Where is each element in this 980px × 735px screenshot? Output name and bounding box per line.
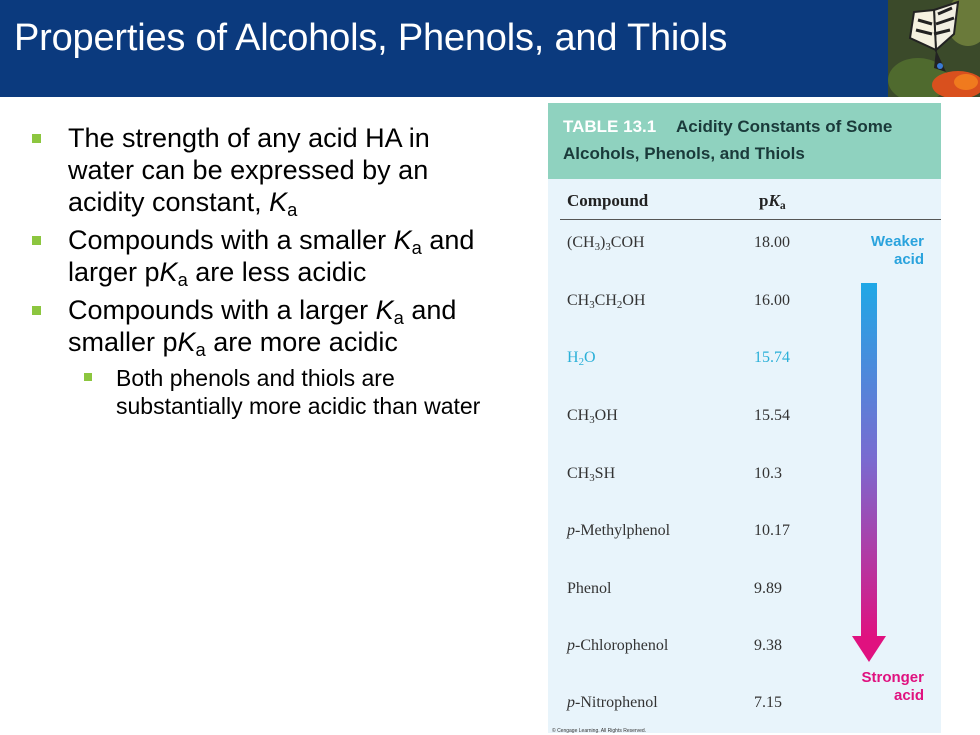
column-header-compound: Compound (567, 191, 649, 210)
acidity-table (548, 103, 941, 733)
butterfly-image (888, 0, 980, 97)
compound-cell: p-Methylphenol (567, 522, 671, 539)
table-label: TABLE 13.1 (563, 117, 657, 136)
pka-cell: 15.74 (754, 349, 790, 366)
pka-cell: 9.38 (754, 637, 782, 654)
bullet-less-acidic: Compounds with a smaller $K_a$ and larger $pK_a$ are less acidic (30, 224, 500, 288)
pka-cell: 9.89 (754, 580, 782, 597)
bullet-ka-definition: The strength of any acid HA in water can be expressed by an acidity constant, $K_a$ (30, 122, 500, 218)
pka-cell: 10.17 (754, 522, 790, 539)
table-title-line1: Acidity Constants of Some (676, 117, 893, 136)
bullet-marker (84, 373, 92, 381)
weaker-acid-label: Weaker acid (870, 233, 924, 268)
pka-cell: 10.3 (754, 465, 782, 482)
compound-cell: $CH_3OH$ (567, 407, 618, 427)
pka-cell: 15.54 (754, 407, 790, 424)
pka-cell: 16.00 (754, 292, 790, 309)
acidity-gradient-arrow (852, 283, 886, 663)
bullet-marker (32, 306, 41, 315)
copyright-notice: © Cengage Learning. All Rights Reserved. (552, 728, 647, 734)
sub-bullet-phenols-thiols: Both phenols and thiols are substantially more acidic than water (30, 364, 500, 420)
bullet-more-acidic: Compounds with a larger $K_a$ and smaller $pK_a$ are more acidic (30, 294, 500, 358)
stronger-acid-label: Stronger acid (861, 669, 924, 704)
bullet-list (30, 122, 500, 420)
pka-cell: 18.00 (754, 234, 790, 251)
bullet-marker (32, 236, 41, 245)
table-title-line2: Alcohols, Phenols, and Thiols (563, 144, 805, 163)
compound-cell: $(CH_3)_3COH$ (567, 234, 645, 254)
slide-title: Properties of Alcohols, Phenols, and Thiols (14, 17, 728, 59)
column-header-pka: $pK_a$ (759, 191, 786, 213)
compound-cell: $CH_3CH_2OH$ (567, 292, 646, 312)
pka-cell: 7.15 (754, 694, 782, 711)
table-header (548, 103, 941, 179)
header-divider (560, 219, 941, 220)
compound-cell: $H_2O$ (567, 349, 596, 369)
compound-cell: p-Chlorophenol (567, 637, 669, 654)
bullet-marker (32, 134, 41, 143)
compound-cell: Phenol (567, 580, 612, 597)
compound-cell: p-Nitrophenol (567, 694, 658, 711)
compound-cell: $CH_3SH$ (567, 465, 616, 485)
title-bar (0, 0, 980, 97)
